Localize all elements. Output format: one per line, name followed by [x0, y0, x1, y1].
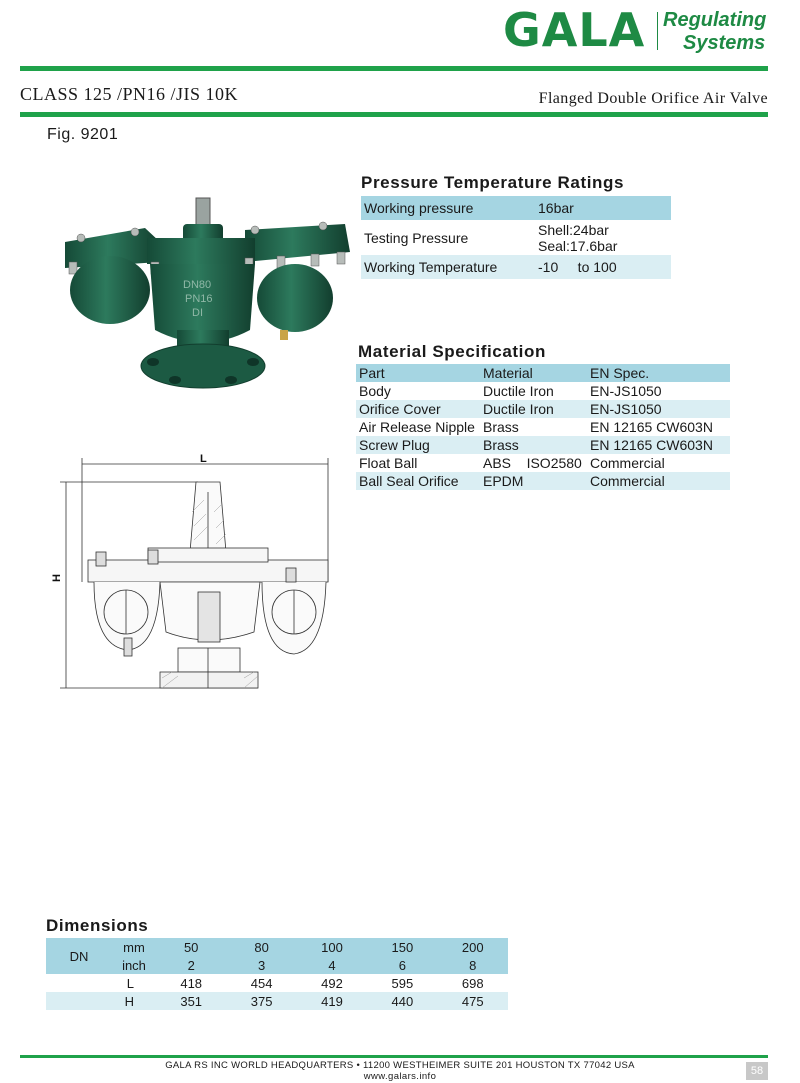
- column-header: Part: [356, 364, 480, 382]
- table-cell: 454: [250, 975, 273, 991]
- table-row: [356, 436, 730, 454]
- right-cover: [245, 224, 350, 262]
- valve-photo: [55, 190, 355, 400]
- table-cell: Commercial: [587, 472, 730, 490]
- column-header: EN Spec.: [587, 364, 730, 382]
- length-label: L: [200, 453, 207, 465]
- table-row: [356, 454, 730, 472]
- table-cell: Ductile Iron: [483, 383, 554, 399]
- pressure-ratings-table: [361, 196, 671, 279]
- right-chamber: [257, 264, 333, 332]
- table-cell: 595: [391, 975, 414, 991]
- seal-test-value: Seal:17.6bar: [538, 237, 618, 254]
- column-header: Material: [480, 364, 587, 382]
- table-row: [356, 472, 730, 490]
- table-cell: Screw Plug: [356, 436, 480, 454]
- shell-test-value: Shell:24bar: [538, 221, 609, 238]
- header-bottom-rule: [20, 112, 768, 117]
- table-cell: 80: [226, 938, 296, 956]
- table-cell: 375: [226, 992, 296, 1010]
- table-cell: 6: [367, 956, 437, 974]
- table-cell: EN-JS1050: [590, 383, 662, 399]
- logo-divider: [657, 12, 658, 50]
- class-rating-title: CLASS 125 /PN16 /JIS 10K: [20, 84, 239, 104]
- material-spec-title: Material Specification: [358, 342, 546, 361]
- table-cell: 50: [156, 938, 226, 956]
- body-mark-3: DI: [192, 307, 203, 319]
- table-cell: Body: [359, 383, 391, 399]
- body-mark-1: DN80: [183, 279, 212, 291]
- pressure-label: Working Temperature: [361, 255, 535, 279]
- air-release-nipple: [280, 330, 288, 340]
- table-cell: 150: [367, 938, 437, 956]
- table-cell: Brass: [480, 436, 587, 454]
- brand-tagline-line2: Systems: [683, 32, 766, 54]
- table-cell: 2: [156, 956, 226, 974]
- left-chamber: [70, 256, 150, 324]
- table-cell: EPDM: [480, 472, 587, 490]
- inch-label: inch: [112, 956, 156, 974]
- table-cell: Commercial: [590, 455, 665, 471]
- table-cell: 4: [297, 956, 367, 974]
- pressure-label: Working pressure: [361, 196, 535, 220]
- pressure-value: [535, 220, 671, 255]
- table-cell: ABS ISO2580: [483, 455, 582, 471]
- table-cell: 440: [367, 992, 437, 1010]
- table-cell: Ductile Iron: [480, 400, 587, 418]
- table-cell: EN-JS1050: [587, 400, 730, 418]
- valve-technical-drawing: [48, 452, 338, 697]
- table-cell: Orifice Cover: [356, 400, 480, 418]
- table-cell: 351: [156, 992, 226, 1010]
- product-title: Flanged Double Orifice Air Valve: [538, 90, 768, 107]
- table-row: [356, 382, 730, 400]
- table-cell: 475: [438, 992, 508, 1010]
- body-mark-2: PN16: [185, 293, 213, 305]
- page-number: 58: [746, 1062, 768, 1080]
- row-label-L: L: [126, 975, 134, 991]
- pressure-value: 16bar: [535, 196, 671, 220]
- inlet-flange: [141, 344, 265, 388]
- table-cell: EN 12165 CW603N: [587, 436, 730, 454]
- table-row: [356, 400, 730, 418]
- table-cell: 3: [226, 956, 296, 974]
- dn-label: DN: [46, 938, 112, 974]
- table-row: [356, 418, 730, 436]
- dimensions-table: [46, 938, 508, 1010]
- table-cell: Air Release Nipple: [359, 419, 475, 435]
- pressure-ratings-title: Pressure Temperature Ratings: [361, 173, 625, 192]
- table-cell: EN 12165 CW603N: [590, 419, 713, 435]
- footer-website: www.galars.info: [363, 1071, 437, 1082]
- pressure-label: Testing Pressure: [361, 220, 535, 255]
- footer-rule: [20, 1055, 768, 1058]
- table-cell: Brass: [483, 419, 519, 435]
- table-header-row: [356, 364, 730, 382]
- table-cell: 418: [180, 975, 203, 991]
- table-row: [46, 992, 508, 1010]
- table-cell: 698: [461, 975, 484, 991]
- table-cell: 100: [297, 938, 367, 956]
- table-cell: 8: [438, 956, 508, 974]
- pressure-value: -10 to 100: [535, 255, 671, 279]
- dimensions-title: Dimensions: [46, 916, 149, 935]
- material-spec-table: [356, 364, 730, 490]
- table-row: [361, 196, 671, 220]
- table-header-row: [46, 938, 508, 956]
- table-row: [361, 255, 671, 279]
- brand-tagline-line1: Regulating: [663, 9, 767, 31]
- mm-label: mm: [112, 938, 156, 956]
- table-row: [361, 220, 671, 255]
- table-row: [46, 974, 508, 992]
- table-header-row: [46, 956, 508, 974]
- table-cell: 419: [297, 992, 367, 1010]
- figure-number: Fig. 9201: [47, 126, 119, 143]
- table-cell: Ball Seal Orifice: [356, 472, 480, 490]
- row-label-H: H: [46, 992, 156, 1010]
- table-cell: 200: [438, 938, 508, 956]
- footer-address: GALA RS INC WORLD HEADQUARTERS • 11200 WESTHEIMER SUITE 201 HOUSTON TX 77042 USA: [165, 1060, 635, 1071]
- table-cell: 492: [321, 975, 343, 991]
- height-label: H: [51, 574, 63, 582]
- center-cover: [147, 238, 255, 264]
- header-top-rule: [20, 66, 768, 71]
- table-cell: Float Ball: [359, 455, 418, 471]
- brand-logo: GALA: [503, 3, 646, 57]
